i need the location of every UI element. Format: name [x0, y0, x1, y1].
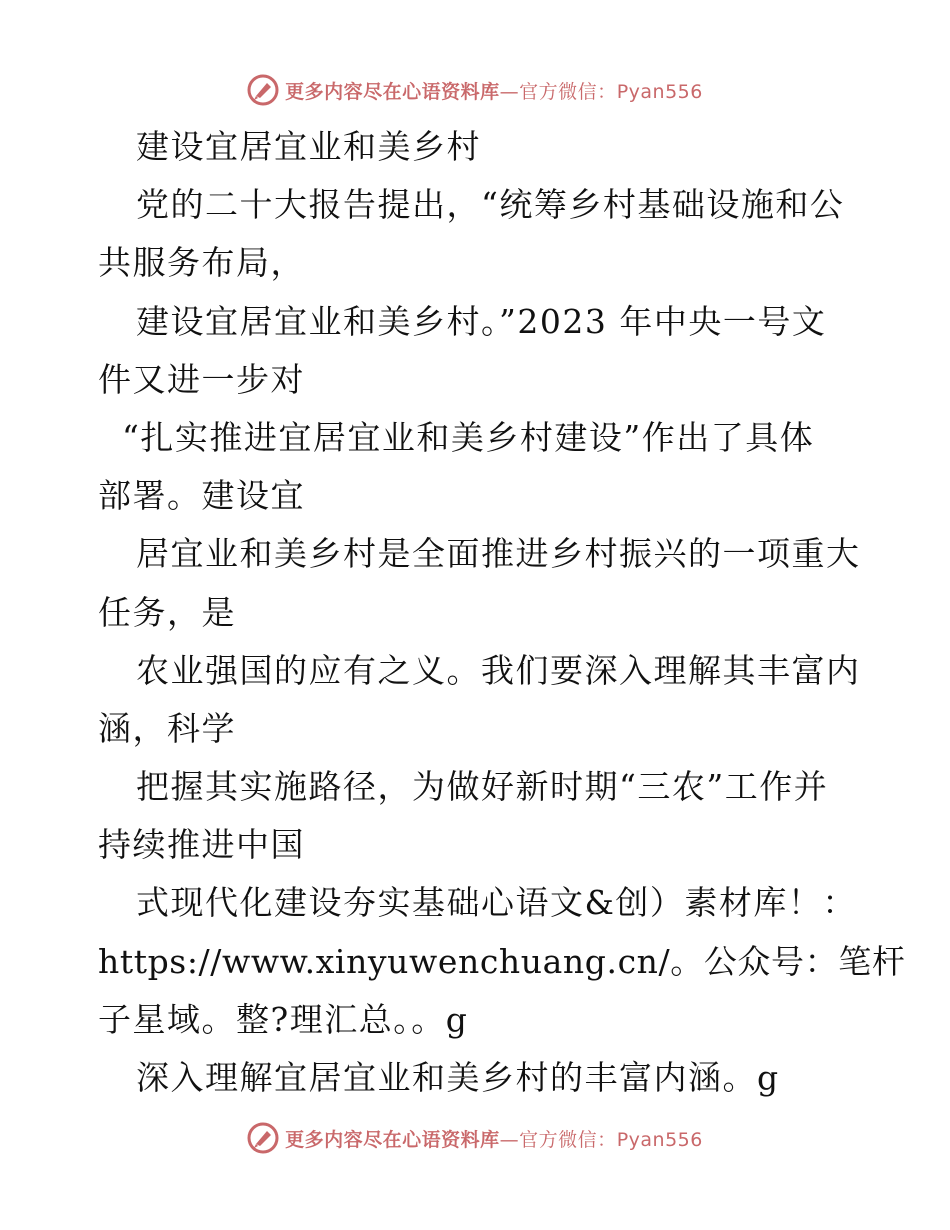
body-line: 式现代化建设夯实基础心语文&创）素材库！：	[136, 883, 857, 923]
footer-banner-text	[285, 1125, 703, 1152]
footer-site-name: 更多内容尽在心语资料库	[285, 1128, 500, 1151]
body-line: 子星域。整?理汇总。。g	[98, 999, 469, 1039]
footer-dash: —	[499, 1128, 520, 1151]
page-footer-banner	[0, 1118, 950, 1158]
header-wechat-id: Pyan556	[616, 80, 703, 103]
body-line: 建设宜居宜业和美乡村	[136, 127, 481, 166]
body-line: 件又进一步对	[98, 359, 305, 399]
body-line: 任务，是	[98, 592, 236, 632]
body-line: 涵，科学	[98, 708, 236, 748]
header-dash: —	[499, 80, 520, 103]
body-line: 共服务布局，	[98, 243, 305, 283]
body-line: 居宜业和美乡村是全面推进乡村振兴的一项重大	[136, 534, 861, 574]
document-body	[98, 118, 906, 1107]
header-banner-text	[285, 77, 703, 104]
body-line: 建设宜居宜业和美乡村。”2023 年中央一号文	[136, 301, 827, 341]
pen-logo-icon	[247, 74, 279, 106]
header-site-name: 更多内容尽在心语资料库	[285, 80, 500, 103]
body-line: 部署。建设宜	[98, 476, 305, 516]
footer-wechat-id: Pyan556	[616, 1128, 703, 1151]
body-line: 农业强国的应有之义。我们要深入理解其丰富内	[136, 650, 861, 690]
footer-wechat-label: 官方微信：	[519, 1128, 617, 1151]
body-line: 党的二十大报告提出，“统筹乡村基础设施和公	[136, 185, 845, 225]
body-line-url: https://www.xinyuwenchuang.cn/。公众号：笔杆	[98, 941, 906, 981]
page-header-banner	[0, 70, 950, 110]
header-wechat-label: 官方微信：	[519, 80, 617, 103]
body-line: 把握其实施路径，为做好新时期“三农”工作并	[136, 767, 829, 807]
pen-logo-icon	[247, 1122, 279, 1154]
body-line: 持续推进中国	[98, 825, 305, 865]
body-line: “扎实推进宜居宜业和美乡村建设”作出了具体	[122, 417, 815, 457]
body-line: 深入理解宜居宜业和美乡村的丰富内涵。g	[136, 1058, 780, 1097]
